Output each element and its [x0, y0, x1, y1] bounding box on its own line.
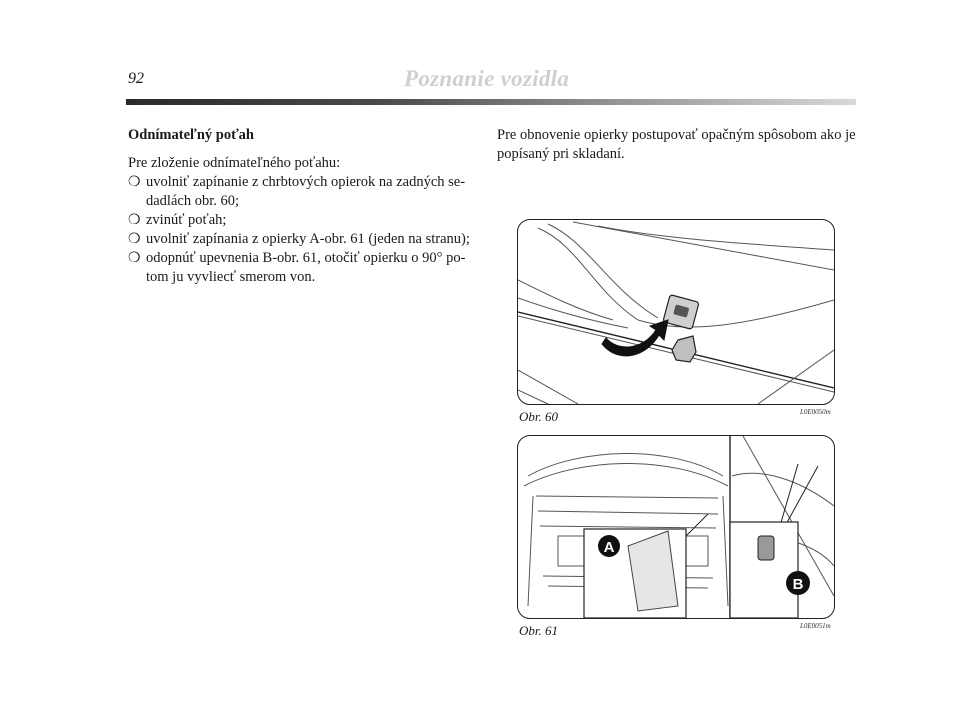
circle-bullet-icon: ❍	[128, 251, 141, 266]
trunk-illustration	[518, 436, 834, 618]
right-column	[497, 126, 857, 164]
figure-61-caption: Obr. 61	[519, 623, 559, 638]
circle-bullet-icon: ❍	[128, 213, 141, 228]
restore-paragraph: Pre obnovenie opierky postupovať opačným spôsobom ako je popísaný pri skladaní.	[497, 127, 856, 162]
steps-list	[128, 173, 478, 287]
step-text: uvolniť zapínania z opierky A-obr. 61 (jeden na stranu);	[146, 231, 470, 247]
circle-bullet-icon: ❍	[128, 232, 141, 247]
figure-61-code: L0E0051m	[800, 622, 831, 630]
subheading: Odnímateľný poťah	[128, 127, 254, 143]
section-title: Poznanie vozidla	[404, 66, 570, 91]
list-item	[128, 249, 478, 287]
figure-60-caption: Obr. 60	[519, 409, 559, 424]
callout-b-label: B	[792, 576, 804, 593]
intro-text: Pre zloženie odnímateľného poťahu:	[128, 155, 341, 171]
step-text: odopnúť upevnenia B-obr. 61, otočiť opierku o 90° po-tom ju vyvliecť smerom von.	[146, 250, 466, 285]
list-item	[128, 173, 478, 211]
list-item	[128, 211, 478, 230]
figure-60	[517, 219, 835, 405]
seat-latch-illustration	[518, 220, 834, 404]
figure-61	[517, 435, 835, 619]
page-number: 92	[128, 70, 144, 87]
step-text: zvinúť poťah;	[146, 212, 227, 228]
callout-a-label: A	[603, 539, 615, 556]
left-column	[128, 126, 478, 287]
circle-bullet-icon: ❍	[128, 175, 141, 190]
rotate-arrow-icon	[602, 320, 668, 356]
figure-60-code: L0E0050m	[800, 408, 831, 416]
header-rule	[126, 99, 856, 105]
list-item	[128, 230, 478, 249]
step-text: uvolniť zapínanie z chrbtových opierok na zadných se-dadlách obr. 60;	[146, 174, 466, 209]
